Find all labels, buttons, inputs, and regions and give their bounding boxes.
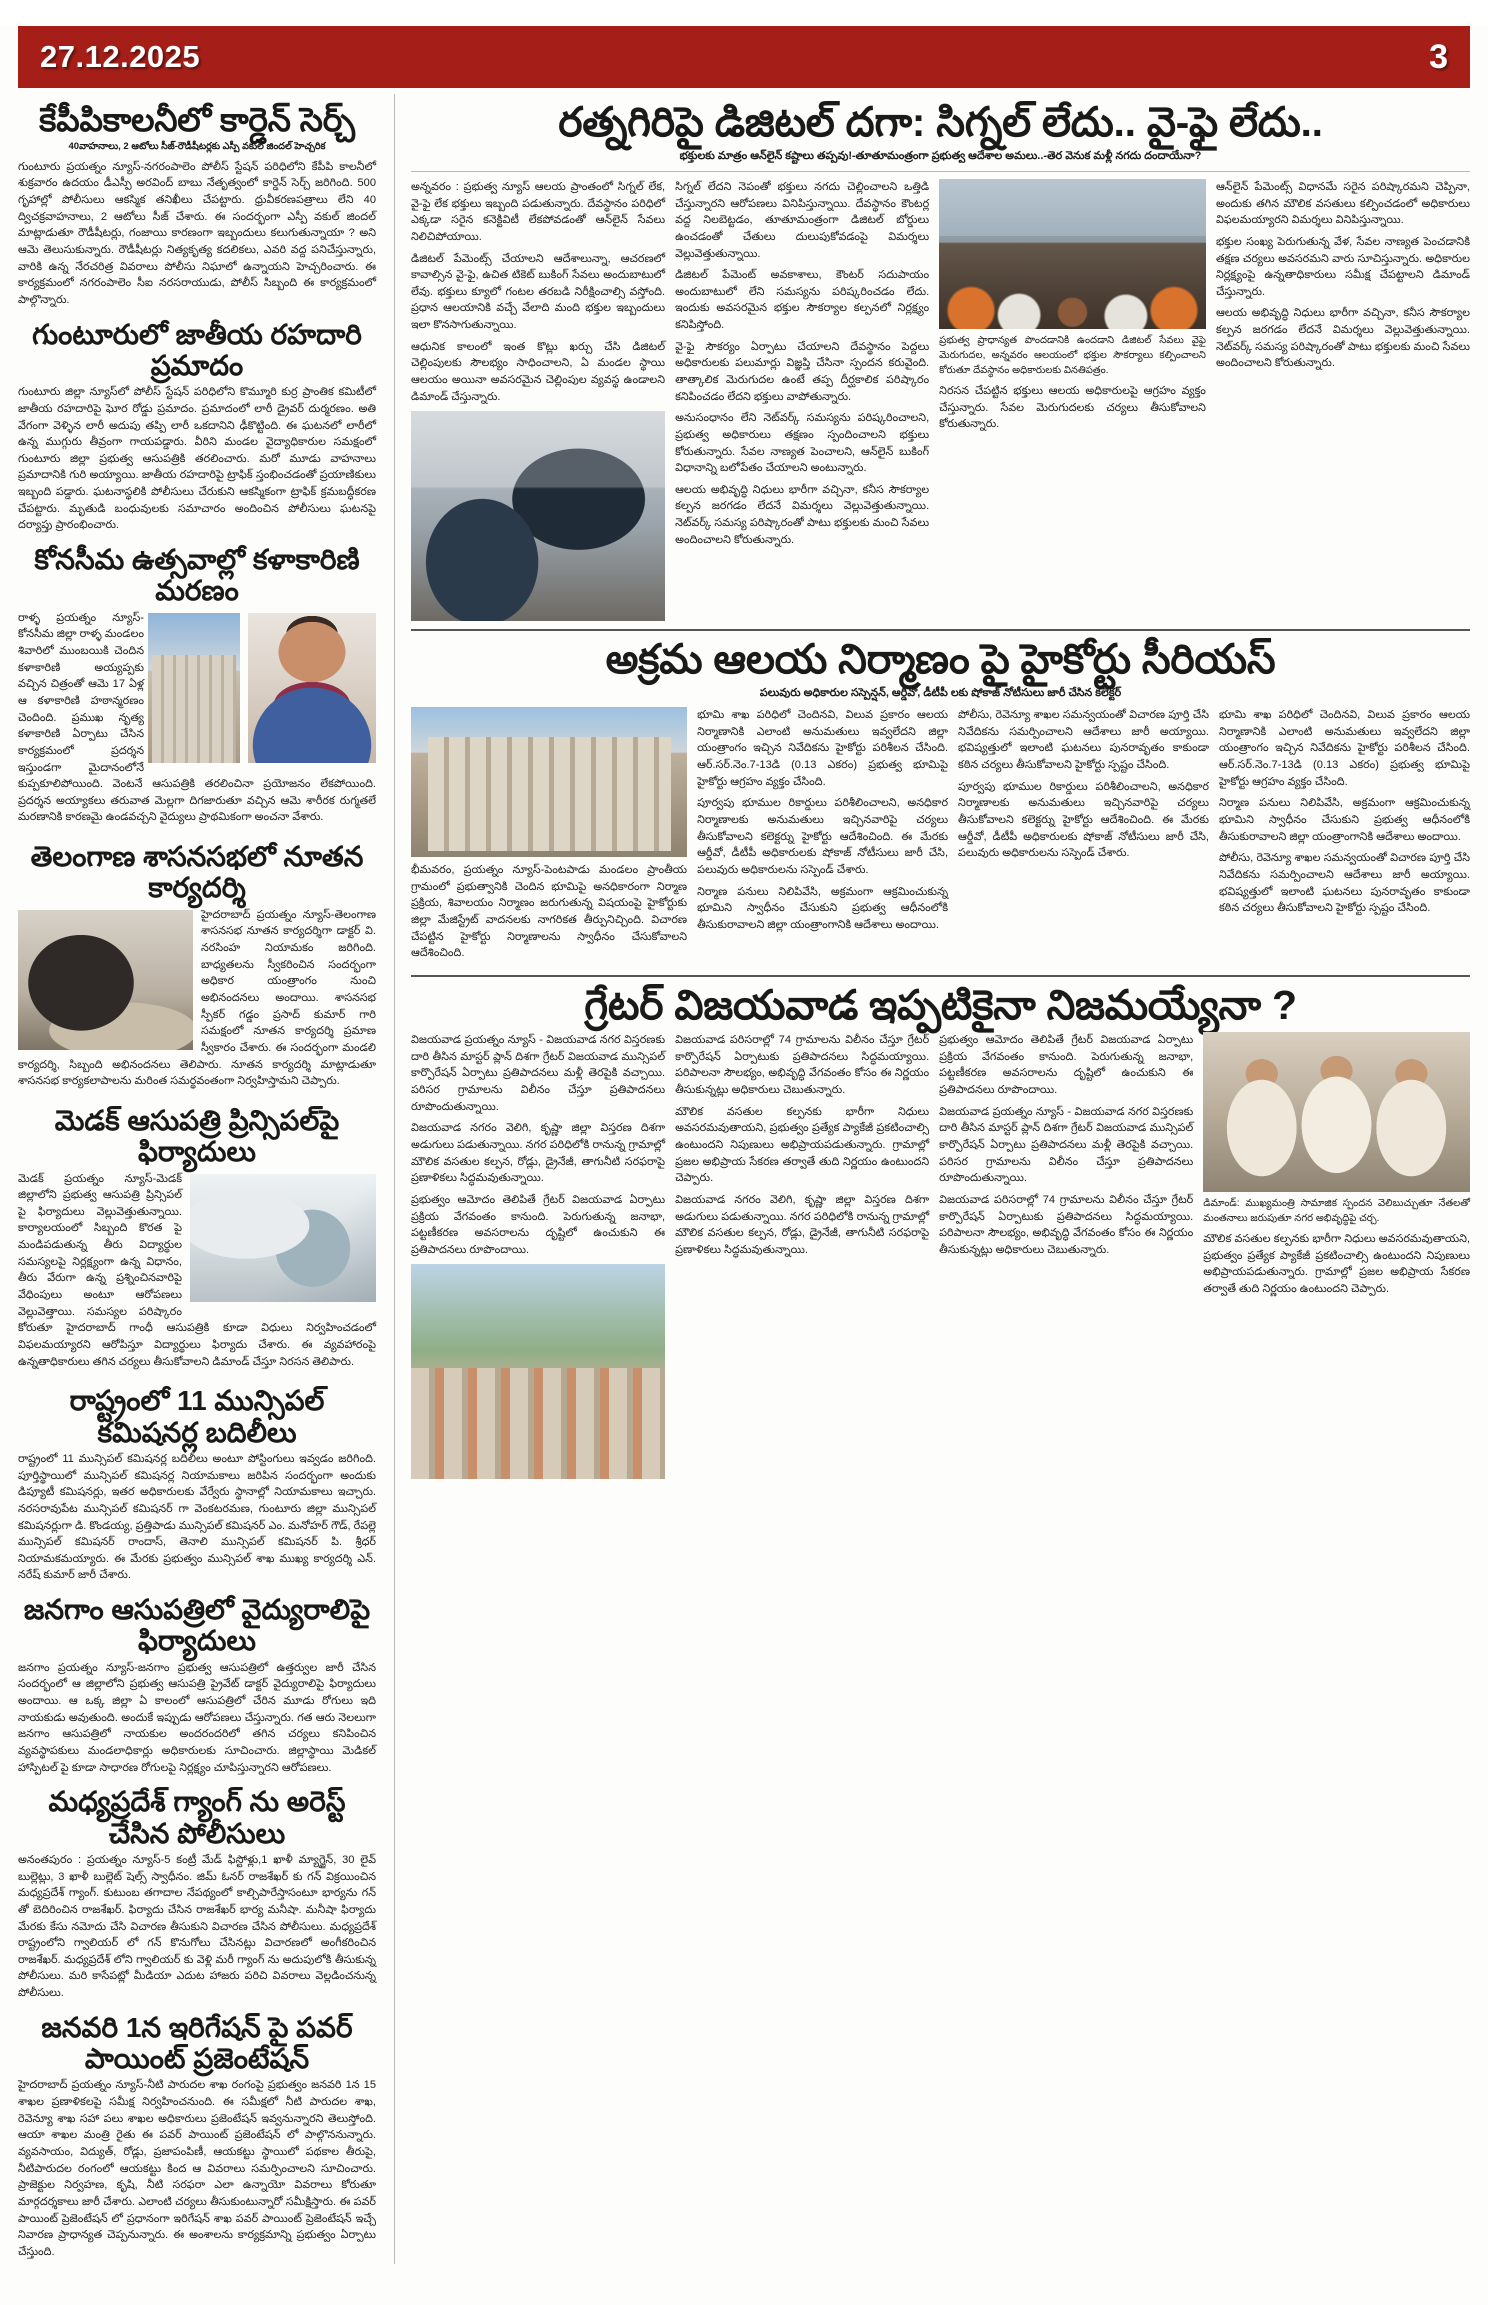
article-paragraph: పోలీసు, రెవెన్యూ శాఖల సమన్వయంతో విచారణ పూర్తి చేసి నివేదికను సమర్పించాలని ఆదేశాలు జారీ అయ్యాయి. భవిష్యత్తులో ఇలాంటి ఘటనలు పునరావృతం కాకుండా కఠిన చర్యలు తీసుకోవాలని హైకోర్టు స్పష్టం చేసింది. [1219, 852, 1470, 915]
headline: మధ్యప్రదేశ్ గ్యాంగ్ ను అరెస్ట్ చేసిన పోలీసులు [48, 1786, 346, 1849]
headline: కోనసీమ ఉత్సవాల్లో కళాకారిణి మరణం [34, 544, 360, 607]
lead-text-block-b [675, 179, 929, 621]
article-medak-hospital [18, 1105, 376, 1375]
masthead-bar [18, 26, 1470, 88]
article-highway-accident [18, 319, 376, 534]
city-photo-block [1203, 1032, 1470, 1479]
photo-high-court-building [411, 707, 687, 857]
article-greater-vijayawada [411, 983, 1470, 1479]
court-text-block-c [1219, 707, 1470, 967]
article-body: గుంటూరు ప్రయత్నం న్యూస్-నగరంపాలెం పోలీస్ స్టేషన్ పరిధిలోని కేపీపి కాలనీలో శుక్రవారం ఉదయం డీఎస్పీ అరవింద్ బాబు నేతృత్వంలో కార్డెన్ సెర్చ్ జరిగింది. 500 గృహాల్లో పోలీసులు ఆకస్మిక తనిఖీలు చేపట్టారు. ధ్రువీకరణపత్రాలు లేని 40 ద్విచక్రవాహనాలు, 2 ఆటోలు సీజ్ చేశారు. ఈ సందర్భంగా ఎస్పీ వకుల్ జిందల్ మాట్లాడుతూ రౌడీషీటర్లు, గంజాయి కారణంగా ఇబ్బందులు కలుగుతున్నాయా ? అని ఆమె తెలుసుకున్నారు. రౌడీషీటర్లు నిత్యకృత్య కదలికలు, ఎవరి వద్ద పనిచేస్తున్నారు, వారికి ఉన్న నేరచరిత్ర వివరాలు పోలీసు నిఘాలో ఉన్నాయని హెచ్చరించారు. ఈ కార్యక్రమంలో నగరంపాలెం సీఐ నరసరాయుడు, పోలీస్ సిబ్బంది ఈ కార్యక్రమంలో పాల్గొన్నారు. [18, 160, 376, 306]
headline: కేపీపికాలనీలో కార్డెన్ సెర్చ్ [39, 101, 355, 138]
lead-photo-block [939, 179, 1206, 621]
article-municipal-transfers [18, 1385, 376, 1584]
article-paragraph: మౌలిక వసతుల కల్పనకు భారీగా నిధులు అవసరమవుతాయని, ప్రభుత్వం ప్రత్యేక ప్యాకేజీ ప్రకటించాల్సి ఉంటుందని నిపుణులు అభిప్రాయపడుతున్నారు. గ్రామాల్లో ప్రజల అభిప్రాయ సేకరణ తర్వాతే తుది నిర్ణయం ఉంటుందని చెప్పారు. [675, 1105, 930, 1185]
article-body: మెడక్ ప్రయత్నం న్యూస్-మెడక్ జిల్లాలోని ప్రభుత్వ ఆసుపత్రి ప్రిన్సిపల్ పై ఫిర్యాదులు వెల్లువెత్తుతున్నాయి. కార్యాలయంలో సిబ్బంది కొరత పై మండిపడుతున్న తీరు విద్యార్థుల సమస్యలపై నిర్లక్ష్యంగా ఉన్న విధానం, తీరు వేరుగా ఉన్న ప్రశ్నించినవారిపై వేధింపులు అంటూ ఆరోపణలు వెల్లువెత్తాయి. సమస్యల పరిష్కారం కోరుతూ హైదరాబాద్ గాంధీ ఆసుపత్రికి కూడా విధులు నిర్వహించడంలో విఫలమయ్యారని ఆరోపిస్తూ విద్యార్థులు ఫిర్యాదు చేశారు. ఈ వ్యవహారంపై ఉన్నతాధికారులు తగిన చర్యలు తీసుకోవాలని డిమాండ్ చేస్తూ నిరసన తెలిపారు. [18, 1172, 376, 1368]
article-irrigation-ppt [18, 2012, 376, 2261]
headline: అక్రమ ఆలయ నిర్మాణం పై హైకోర్టు సీరియస్ [605, 636, 1276, 683]
article-paragraph: నిర్మాణ పనులు నిలిపివేసి, అక్రమంగా ఆక్రమించుకున్న భూమిని స్వాధీనం చేసుకుని ప్రభుత్వ ఆధీనంలోకి తీసుకురావాలని జిల్లా యంత్రాంగానికి ఆదేశాలు అందాయి. [1219, 797, 1470, 843]
article-paragraph: విజయవాడ నగరం వెలిగి, కృష్ణా జిల్లా విస్తరణ దిశగా అడుగులు పడుతున్నాయి. నగర పరిధిలోకి రానున్న గ్రామాల్లో మౌలిక వసతుల కల్పన, రోడ్లు, డ్రైనేజీ, తాగునీటి సరఫరాపై ప్రణాళికలు సిద్ధమవుతున్నాయి. [675, 1193, 930, 1256]
article-paragraph: మౌలిక వసతుల కల్పనకు భారీగా నిధులు అవసరమవుతాయని, ప్రభుత్వం ప్రత్యేక ప్యాకేజీ ప్రకటించాల్సి ఉంటుందని నిపుణులు అభిప్రాయపడుతున్నారు. గ్రామాల్లో ప్రజల అభిప్రాయ సేకరణ తర్వాతే తుది నిర్ణయం ఉంటుందని చెప్పారు. [1203, 1233, 1471, 1296]
headline: రత్నగిరిపై డిజిటల్ దగా: సిగ్నల్ లేదు.. వై-ఫై లేదు.. [558, 99, 1323, 145]
headline: జనగాం ఆసుపత్రిలో వైద్యురాలిపై ఫిర్యాదులు [23, 1594, 371, 1657]
headline: జనవరి 1న ఇరిగేషన్ పై పవర్ పాయింట్ ప్రజెంటేషన్ [41, 2011, 353, 2075]
article-paragraph: నిర్మాణ పనులు నిలిపివేసి, అక్రమంగా ఆక్రమించుకున్న భూమిని స్వాధీనం చేసుకుని ప్రభుత్వ ఆధీనంలోకి తీసుకురావాలని జిల్లా యంత్రాంగానికి ఆదేశాలు అందాయి. [697, 885, 949, 931]
article-body: గుంటూరు జిల్లా న్యూస్‌లో పోలీస్ స్టేషన్ పరిధిలోని కొమ్మూరి కుర్ర ప్రాంతిక కమిటీలో జాతీయ రహదారిపై ఘోర రోడ్డు ప్రమాదం. ప్రమాదంలో లారీ డ్రైవర్ దుర్మరణం. అతి వేగంగా వెళ్ళిన లారీ అదుపు తప్పి లారీ ఒకదానిని ఢీకొట్టింది. ఈ ఘటనలో లారీలో ఉన్న ముగ్గురు తీవ్రంగా గాయపడ్డారు. వీరిని మండల వైద్యాధికారుల సమక్షంలో గుంటూరు జిల్లా ప్రభుత్వ ఆసుపత్రికి తరలించారు. మరో మూడు వాహనాలు ప్రమాదానికి గురి అయ్యాయి. జాతీయ రహదారిపై ట్రాఫిక్ స్తంభించడంతో ప్రయాణికులు ఇబ్బంది పడ్డారు. ఘటనాస్థలికి పోలీసులు చేరుకుని ఆకస్మికంగా ట్రాఫిక్ క్రమబద్ధీకరణ చేపట్టారు. మృతుడి బంధువులకు సమాచారం అందించిన పోలీసులు ఘటనపై దర్యాప్తు ప్రారంభించారు. [18, 386, 376, 532]
article-paragraph: ఆధునిక కాలంలో ఇంత కొట్లు ఖర్చు చేసి డిజిటల్ చెల్లింపులకు సౌలభ్యం సాధించాలని, ఏ మండల స్థాయి ఆలయం అయినా అవసరమైన చెల్లింపుల వ్యవస్థ ఉండాలని డిమాండ్ చేస్తున్నారు. [411, 340, 666, 403]
article-paragraph: విజయవాడ పరిసరాల్లో 74 గ్రామాలను విలీనం చేస్తూ గ్రేటర్ కార్పొరేషన్ ఏర్పాటుకు ప్రతిపాదనలు సిద్ధమయ్యాయి. పరిపాలనా సౌలభ్యం, అభివృద్ధి వేగవంతం కోసం ఈ నిర్ణయం తీసుకున్నట్లు అధికారులు చెబుతున్నారు. [939, 1193, 1194, 1256]
photo-computer-desk [411, 411, 665, 621]
lead-text-block-a [411, 179, 665, 621]
photo-art [411, 707, 687, 857]
city-text-block-c [939, 1032, 1193, 1479]
photo-art [18, 910, 193, 1050]
court-photo-block [411, 707, 687, 967]
city-text-block-b [675, 1032, 929, 1479]
headline: గ్రేటర్ విజయవాడ ఇప్పటికైనా నిజమయ్యేనా ? [584, 982, 1297, 1029]
article-paragraph: పూర్వపు భూముల రికార్డులు పరిశీలించాలని, అనధికార నిర్మాణాలకు అనుమతులు ఇచ్చినవారిపై చర్యలు తీసుకోవాలని కలెక్టర్ను హైకోర్టు ఆదేశించింది. ఈ మేరకు ఆర్డీవో, డీటీపీ అధికారులకు షోకాజ్ నోటీసులు జారీ చేసి, పలువురు అధికారులను సస్పెండ్ చేశారు. [958, 780, 1210, 860]
article-paragraph: భూమి శాఖ పరిధిలో చెందినవి, విలువ ప్రకారం ఆలయ నిర్మాణానికి ఎలాంటి అనుమతులు ఇవ్వలేదని జిల్లా యంత్రాంగం ఇచ్చిన నివేదికను హైకోర్టు పరిశీలన చేసింది. ఆర్.సర్.నెం.7-13డి (0.13 ఎకరం) ప్రభుత్వ భూమిపై హైకోర్టు ఆగ్రహం వ్యక్తం చేసింది. [697, 709, 949, 788]
article-paragraph: భూమి శాఖ పరిధిలో చెందినవి, విలువ ప్రకారం ఆలయ నిర్మాణానికి ఎలాంటి అనుమతులు ఇవ్వలేదని జిల్లా యంత్రాంగం ఇచ్చిన నివేదికను హైకోర్టు పరిశీలన చేసింది. ఆర్.సర్.నెం.7-13డి (0.13 ఎకరం) ప్రభుత్వ భూమిపై హైకోర్టు ఆగ్రహం వ్యక్తం చేసింది. [1219, 709, 1470, 788]
article-paragraph: విజయవాడ ప్రయత్నం న్యూస్ - విజయవాడ నగర విస్తరణకు దారి తీసిన మాస్టర్ ప్లాన్ దిశగా గ్రేటర్ విజయవాడ మున్సిపల్ కార్పొరేషన్ ఏర్పాటు ప్రతిపాదనలు మళ్లీ తెరపైకి వచ్చాయి. పరిసర గ్రామాలను విలీనం చేస్తూ ప్రతిపాదనలు రూపొందుతున్నాయి. [411, 1034, 666, 1113]
article-paragraph: ఆలయ అభివృద్ధి నిధులు భారీగా వచ్చినా, కనీస సౌకర్యాల కల్పన జరగడం లేదనే విమర్శలు వెల్లువెత్తుతున్నాయి. నెట్‌వర్క్ సమస్య పరిష్కారంతో పాటు భక్తులకు మంచి సేవలు అందించాలని కోరుతున్నారు. [675, 483, 930, 546]
kicker: పలువురు అధికారుల సస్పెన్షన్, ఆర్డీవో, డీటీపీ లకు షోకాజ్ నోటీసులు జారీ చేసిన కలెక్టర్ [759, 687, 1122, 700]
headline: గుంటూరులో జాతీయ రహదారి ప్రమాదం [32, 318, 362, 381]
article-assembly-secretary [18, 841, 376, 1095]
court-text-block-a [697, 707, 948, 967]
article-body: రాష్ట్రంలో 11 మున్సిపల్ కమిషనర్ల బదిలీలు అంటూ పోస్టింగులు ఇవ్వడం జరిగింది. పూర్తిస్థాయిలో మున్సిపల్ కమిషనర్ల నియామకాలు జరిపిన సందర్భంగా అందుకు డిప్యూటీ కమిషనర్లు, ఇతర అధికారులకు వేర్వేరు స్థానాల్లో నియామకాలు ఇచ్చారు. నరసరావుపేట మున్సిపల్ కమిషనర్ గా వెంకటరమణ, గుంటూరు జిల్లా మున్సిపల్ కమిషనర్లుగా డి. కొండయ్య, ప్రత్తిపాడు మున్సిపల్ కమిషనర్ ఎం. మనోహర్ గౌడ్, రేపల్లె మున్సిపల్ కమిషనర్ రాందాస్, తెనాలి మున్సిపల్ కమిషనర్ పి. శ్రీధర్ నియామకమయ్యారు. ఈ మేరకు ప్రభుత్వం మున్సిపల్ శాఖ ముఖ్య కార్యదర్శి ఎన్. నరేష్ కుమార్ జారీ చేశారు. [18, 1452, 376, 1582]
photo-art [148, 613, 240, 763]
photo-art [248, 613, 376, 763]
article-paragraph: డిజిటల్ పేమెంట్స్ చేయాలని ఆదేశాలున్నా, ఆచరణలో కావాల్సిన వై-ఫై, ఉచిత టికెట్ బుకింగ్ సేవలు అందుబాటులో లేవు. భక్తులు క్యూలో గంటల తరబడి నిరీక్షించాల్సి వస్తోంది. ప్రధాన ఆలయానికి వచ్చే వేలాది మంది భక్తుల ఇబ్బందులు ఇలా కొనసాగుతున్నాయి. [411, 252, 666, 332]
newspaper-page [0, 26, 1488, 2305]
article-illegal-temple-highcourt [411, 637, 1470, 967]
photo-caption: ప్రభుత్వ ప్రాధాన్యత పొందడానికి ఉందడాని డిజిటల్ సేవలు వైఫై మెరుగుదల, అన్నవరం ఆలయంలో భక్తుల సౌకర్యాలు కల్పించాలని కోరుతూ దేవస్థానం అధికారులకు వినతిపత్రం. [939, 334, 1206, 376]
article-paragraph: భీమవరం, ప్రయత్నం న్యూస్-పెంటపాడు మండలం ప్రాంతీయ గ్రామంలో ప్రభుత్వానికి చెందిన భూమిపై అనధికారంగా నిర్మాణ ప్రక్రియ, శివాలయం నిర్మాణం జరుగుతున్న విషయంపై హైకోర్టుకు జిల్లా మేజిస్ట్రేట్ వాదనలకు నాగరికత తీర్పునిచ్చింది. విచారణ చేపట్టిన హైకోర్టు నిర్మాణాలను స్వాధీనం చేసుకోవాలని ఆదేశించింది. [411, 864, 688, 960]
left-column [18, 94, 386, 2264]
photo-artist [248, 613, 376, 763]
article-mp-gang-arrest [18, 1786, 376, 2001]
article-paragraph: ప్రభుత్వం ఆమోదం తెలిపితే గ్రేటర్ విజయవాడ ఏర్పాటు ప్రక్రియ వేగవంతం కానుంది. పెరుగుతున్న జనాభా, పట్టణీకరణ అవసరాలను దృష్టిలో ఉంచుకుని ఈ ప్రతిపాదనలు రూపొందాయి. [411, 1193, 666, 1256]
article-paragraph: వై-ఫై సౌకర్యం ఏర్పాటు చేయాలని దేవస్థానం పెద్దలు అధికారులకు పలుమార్లు విజ్ఞప్తి చేసినా స్పందన కరువైంది. తాత్కాలిక మెరుగుదల ఉంటే తప్ప దీర్ఘకాలిక పరిష్కారం కనిపించడం లేదని భక్తులు వాపోతున్నారు. [675, 340, 930, 403]
article-artist-death [18, 544, 376, 831]
city-text-block-a [411, 1032, 665, 1479]
photo-officer-signing [18, 910, 193, 1050]
photo-art [939, 179, 1206, 329]
article-body: జనగాం ప్రయత్నం న్యూస్-జనగాం ప్రభుత్వ ఆసుపత్రిలో ఉత్తర్వుల జారీ చేసిన సందర్భంలో ఆ జిల్లాలోని ప్రభుత్వ ఆసుపత్రి ప్రైవేట్ డాక్టర్ వైద్యురాలిపై ఫిర్యాదులు అందాయి. ఆ ఒక్క జిల్లా ఏ కాలంలో ఆసుపత్రిలో చేరిన మూడు రోగులు ఇది నాయకుడు అవుతుంది. అందుకే ఇప్పుడు ఆరోపణలు చేస్తున్నారు. గత ఆరు నెలలుగా జనగాం ఆసుపత్రిలో నాయకుల అందరందరిలో తగిన చర్యలు కనిపించిన వ్యవస్థాపకులు మండలాధికార్లు అధికారులకు సూచించారు. జిల్లాస్థాయి మెడికల్ హాస్పిటల్ పై కూడా సాధారణ రోగులపై నిర్లక్ష్యం చూపిస్తున్నారని ఆరోపణలు. [18, 1661, 376, 1774]
lead-text-block-c [1216, 179, 1470, 621]
photo-art [411, 1264, 665, 1479]
headline: తెలంగాణ శాసనసభలో నూతన కార్యదర్శి [30, 841, 364, 904]
article-paragraph: నిరసన చేపట్టిన భక్తులు ఆలయ అధికారులపై ఆగ్రహం వ్యక్తం చేస్తున్నారు. సేవల మెరుగుదలకు చర్యలు తీసుకోవాలని కోరుతున్నారు. [939, 384, 1206, 431]
kicker: 40వాహనాలు, 2 ఆటోలు సీజ్-రౌడీషీటర్లకు ఎస్పీ వకుల్ జిందల్ హెచ్చరిక [68, 140, 326, 152]
page-number: 3 [1429, 37, 1448, 76]
photo-art [411, 411, 665, 621]
headline: రాష్ట్రంలో 11 మున్సిపల్ కమిషనర్ల బదిలీలు [69, 1385, 325, 1448]
article-body: హైదరాబాద్ ప్రయత్నం న్యూస్-తెలంగాణ శాసనసభ నూతన కార్యదర్శిగా డాక్టర్ వి. నరసింహ నియామకం జరిగింది. బాధ్యతలను స్వీకరించిన సందర్భంగా అధికార యంత్రాంగం నుంచి అభినందనలు అందాయి. శాసనసభ స్పీకర్ గడ్డం ప్రసాద్ కుమార్ గారి సమక్షంలో నూతన కార్యదర్శి ప్రమాణ స్వీకారం చేశారు. ఈ సందర్భంగా మండలి కార్యదర్శి, సిబ్బంది అభినందనలు తెలిపారు. నూతన కార్యదర్శి మాట్లాడుతూ శాసనసభ కార్యకలాపాలను మరింత సమర్థవంతంగా నిర్వహిస్తామని చెప్పారు. [18, 908, 376, 1088]
article-body: రాళ్ళ ప్రయత్నం న్యూస్-కోనసీమ జిల్లా రాళ్ళ మండలం శివారిలో ముంబయికి చెందిన కళాకారిణి అయ్యప్పకు వచ్చిన చిత్రంతో ఆమె 17 ఏళ్ల ఆ కళాకారిణి హఠాన్మరణం చెందింది. ప్రముఖ నృత్య కళాకారిణి ఏర్పాటు చేసిన కార్యక్రమంలో ప్రదర్శన ఇస్తుండగా మైదానంలోనే కుప్పకూలిపోయింది. వెంటనే ఆసుపత్రికి తరలించినా ప్రయోజనం లేకపోయింది. ప్రదర్శన అయ్యాకలు తరువాత మెల్లగా దిగజారుతూ వచ్చిన ఆమె శారీరక రుగ్మతలే మరణానికి కారణమై ఉండవచ్చని వైద్యులు ప్రాథమికంగా అంచనా వేశారు. [18, 611, 376, 824]
article-paragraph: అన్నవరం : ప్రభుత్వ న్యూస్ ఆలయ ప్రాంతంలో సిగ్నల్ లేక, వై-ఫై లేక భక్తులు ఇబ్బంది పడుతున్నారు. దేవస్థానం పరిధిలో ఎక్కడా సరైన కనెక్టివిటీ లేకపోవడంతో ఆన్‌లైన్ సేవలు నిలిచిపోయాయి. [411, 180, 666, 243]
article-jangaon-hospital [18, 1594, 376, 1776]
article-body: అనంతపురం : ప్రయత్నం న్యూస్-5 కంట్రీ మేడ్ ఫిస్టోళ్లు,1 ఖాళీ మ్యాగ్జైన్, 30 లైవ్ బుల్లెట్లు, 3 ఖాళీ బుల్లెట్ షెల్స్ స్వాధీనం. జిమ్ ఓనర్ రాజశేఖర్ కు గన్ విక్రయించిన మధ్యప్రదేశ్ గ్యాంగ్. కుటుంబ తగాదాల నేపథ్యంలో కాల్చిపారేస్తాసంటూ భార్యను గన్ తో బెదిరించిన రాజశేఖర్. ఫిర్యాదు చేసిన రాజశేఖర్ భార్య మనీషా. మనీషా ఫిర్యాదు మేరకు కేసు నమోదు చేసి విచారణ తీసుకుని విచారణ చేసిన పోలీసులు. మధ్యప్రదేశ్ రాష్ట్రంలోని గ్వాలియర్ లో గన్ కొనుగోలు చేసినట్లు విచారణలో అంగీకరించిన రాజశేఖర్. మధ్యప్రదేశ్ లోని గ్వాలియర్ కు వెళ్లి మరీ గ్యాంగ్ ను అదుపులోకి తీసుకున్న పోలీసులు. మరి కాసేపట్లో మీడియా ఎదుట హాజరు పరిచి వివరాలు వెల్లడించనున్న పోలీసులు. [18, 1854, 376, 2000]
article-paragraph: విజయవాడ పరిసరాల్లో 74 గ్రామాలను విలీనం చేస్తూ గ్రేటర్ కార్పొరేషన్ ఏర్పాటుకు ప్రతిపాదనలు సిద్ధమయ్యాయి. పరిపాలనా సౌలభ్యం, అభివృద్ధి వేగవంతం కోసం ఈ నిర్ణయం తీసుకున్నట్లు అధికారులు చెబుతున్నారు. [675, 1034, 930, 1097]
photo-building [148, 613, 240, 763]
photo-art [190, 1174, 376, 1302]
article-ratnagiri-digital [411, 100, 1470, 621]
right-section [403, 94, 1470, 2264]
article-paragraph: పూర్వపు భూముల రికార్డులు పరిశీలించాలని, అనధికార నిర్మాణాలకు అనుమతులు ఇచ్చినవారిపై చర్యలు తీసుకోవాలని కలెక్టర్ను హైకోర్టు ఆదేశించింది. ఈ మేరకు ఆర్డీవో, డీటీపీ అధికారులకు షోకాజ్ నోటీసులు జారీ చేసి, పలువురు అధికారులను సస్పెండ్ చేశారు. [697, 797, 949, 876]
article-paragraph: సిగ్నల్ లేదని నెపంతో భక్తులు నగదు చెల్లించాలని ఒత్తిడి చేస్తున్నారని ఆరోపణలు వినిపిస్తున్నాయి. దేవస్థానం కౌంటర్ల వద్ద నిలబెట్టడం, తూతూమంత్రంగా డిజిటల్ బోర్డులు ఉంచడంతో చేతులు దులుపుకోవడంపై విమర్శలు వెల్లువెత్తుతున్నాయి. [675, 180, 930, 260]
article-cordon-search [18, 102, 376, 309]
photo-caption: డిమాండ్: ముఖ్యమంత్రి సామాజిక స్పందన వెలిబుచ్చుతూ నేతలతో మంతనాలు జరుపుతూ నగర అభివృద్ధిపై చర్చ. [1203, 1198, 1471, 1225]
page-grid [18, 94, 1470, 2264]
article-paragraph: విజయవాడ ప్రయత్నం న్యూస్ - విజయవాడ నగర విస్తరణకు దారి తీసిన మాస్టర్ ప్లాన్ దిశగా గ్రేటర్ విజయవాడ మున్సిపల్ కార్పొరేషన్ ఏర్పాటు ప్రతిపాదనలు మళ్లీ తెరపైకి వచ్చాయి. పరిసర గ్రామాలను విలీనం చేస్తూ ప్రతిపాదనలు రూపొందుతున్నాయి. [939, 1105, 1194, 1185]
photo-city-view [411, 1264, 665, 1479]
article-paragraph: ప్రభుత్వం ఆమోదం తెలిపితే గ్రేటర్ విజయవాడ ఏర్పాటు ప్రక్రియ వేగవంతం కానుంది. పెరుగుతున్న జనాభా, పట్టణీకరణ అవసరాలను దృష్టిలో ఉంచుకుని ఈ ప్రతిపాదనలు రూపొందాయి. [939, 1034, 1194, 1097]
article-paragraph: ఆలయ అభివృద్ధి నిధులు భారీగా వచ్చినా, కనీస సౌకర్యాల కల్పన జరగడం లేదనే విమర్శలు వెల్లువెత్తుతున్నాయి. నెట్‌వర్క్ సమస్య పరిష్కారంతో పాటు భక్తులకు మంచి సేవలు అందించాలని కోరుతున్నారు. [1215, 307, 1471, 370]
publication-date: 27.12.2025 [40, 39, 201, 74]
article-paragraph: భక్తుల సంఖ్య పెరుగుతున్న వేళ, సేవల నాణ్యత పెంచడానికి తక్షణ చర్యలు అవసరమని వారు సూచిస్తున్నారు. అధికారుల నిర్లక్ష్యంపై ఉన్నతాధికారులు సమీక్ష చేపట్టాలని డిమాండ్ చేస్తున్నారు. [1215, 235, 1471, 298]
court-text-block-b [958, 707, 1209, 967]
column-divider [394, 94, 395, 2264]
article-paragraph: విజయవాడ నగరం వెలిగి, కృష్ణా జిల్లా విస్తరణ దిశగా అడుగులు పడుతున్నాయి. నగర పరిధిలోకి రానున్న గ్రామాల్లో మౌలిక వసతుల కల్పన, రోడ్లు, డ్రైనేజీ, తాగునీటి సరఫరాపై ప్రణాళికలు సిద్ధమవుతున్నాయి. [411, 1122, 666, 1185]
kicker: భక్తులకు మాత్రం ఆన్‌లైన్ కష్టాలు తప్పవు!-తూతూమంత్రంగా ప్రభుత్వ ఆదేశాల అమలు..-తెర వెనుక మళ్లీ నగదు దందాయేనా? [679, 150, 1202, 163]
headline: మెడక్ ఆసుపత్రి ప్రిన్సిపల్‌పై ఫిర్యాదులు [54, 1104, 340, 1168]
photo-leaders [1203, 1032, 1470, 1192]
photo-stethoscope [190, 1174, 376, 1302]
article-paragraph: ఆన్‌లైన్ పేమెంట్స్ విధానమే సరైన పరిష్కారమని చెప్పినా, అందుకు తగిన మౌలిక వసతులు కల్పించడంలో అధికారులు విఫలమయ్యారని విమర్శలు వినిపిస్తున్నాయి. [1215, 180, 1471, 227]
photo-officials-crowd [939, 179, 1206, 329]
article-paragraph: పోలీసు, రెవెన్యూ శాఖల సమన్వయంతో విచారణ పూర్తి చేసి నివేదికను సమర్పించాలని ఆదేశాలు జారీ అయ్యాయి. భవిష్యత్తులో ఇలాంటి ఘటనలు పునరావృతం కాకుండా కఠిన చర్యలు తీసుకోవాలని హైకోర్టు స్పష్టం చేసింది. [958, 709, 1210, 772]
article-paragraph: అనుసంధానం లేని నెట్‌వర్క్ సమస్యను పరిష్కరించాలని, ప్రభుత్వ అధికారులు తక్షణం స్పందించాలని భక్తులు కోరుతున్నారు. సేవల నాణ్యత పెంచాలని, ఆన్‌లైన్ బుకింగ్ విధానాన్ని బలోపేతం చేయాలని అంటున్నారు. [675, 412, 930, 475]
article-paragraph: డిజిటల్ పేమెంట్ అవకాశాలు, కౌంటర్ సదుపాయం అందుబాటులో లేని సమస్యను పరిష్కరించడం లేదు. ఇందుకు అవసరమైన భక్తుల సౌకర్యాల కల్పనలో నిర్లక్ష్యం కనిపిస్తోంది. [675, 269, 930, 332]
article-body: హైదరాబాద్ ప్రయత్నం న్యూస్-నీటి పారుదల శాఖ రంగంపై ప్రభుత్వం జనవరి 1న 15 శాఖల ప్రణాళికలపై సమీక్ష నిర్వహించనుంది. ఈ సమీక్షలో నీటి పారుదల శాఖ, రెవెన్యూ శాఖ సహా పలు శాఖల అధికారులు ప్రజెంటేషన్ ఇవ్వనున్నారని తెలుస్తోంది. ఆయా శాఖల మంత్రి రైతు ఈ పవర్ పాయింట్ ప్రజెంటేషన్ లో పాల్గొననున్నారు. వ్యవసాయం, విద్యుత్, రోడ్లు, ప్రజాపంపిణీ, ఆయకట్టు స్థాయిలో పథకాల తీరుపై, నీటిపారుదల రంగంలో ఆయకట్టు కింద ఆ వివరాలు సమర్పించాలని సూచించారు. ప్రాజెక్టుల నిర్వహణ, కృషి, నీటి సరఫరా ఎలా ఉన్నాయో వివరాలు కోరుతూ మార్గదర్శకాలు జారీ చేశారు. ఎలాంటి చర్యలు తీసుకుంటున్నారో సమీక్షిస్తారు. ఈ పవర్ పాయింట్ ప్రెజెంటేషన్ లో ప్రధానంగా ఇరిగేషన్ శాఖ పవర్ పాయింట్ ప్రెజెంటేషన్ ఇచ్చే నివారణ ప్రాధాన్యత చెప్పనున్నారు. ఈ అంశాలను కార్యక్రమాన్ని ప్రభుత్వం ఏర్పాటు చేస్తుంది. [18, 2079, 376, 2258]
photo-art [1203, 1032, 1470, 1192]
